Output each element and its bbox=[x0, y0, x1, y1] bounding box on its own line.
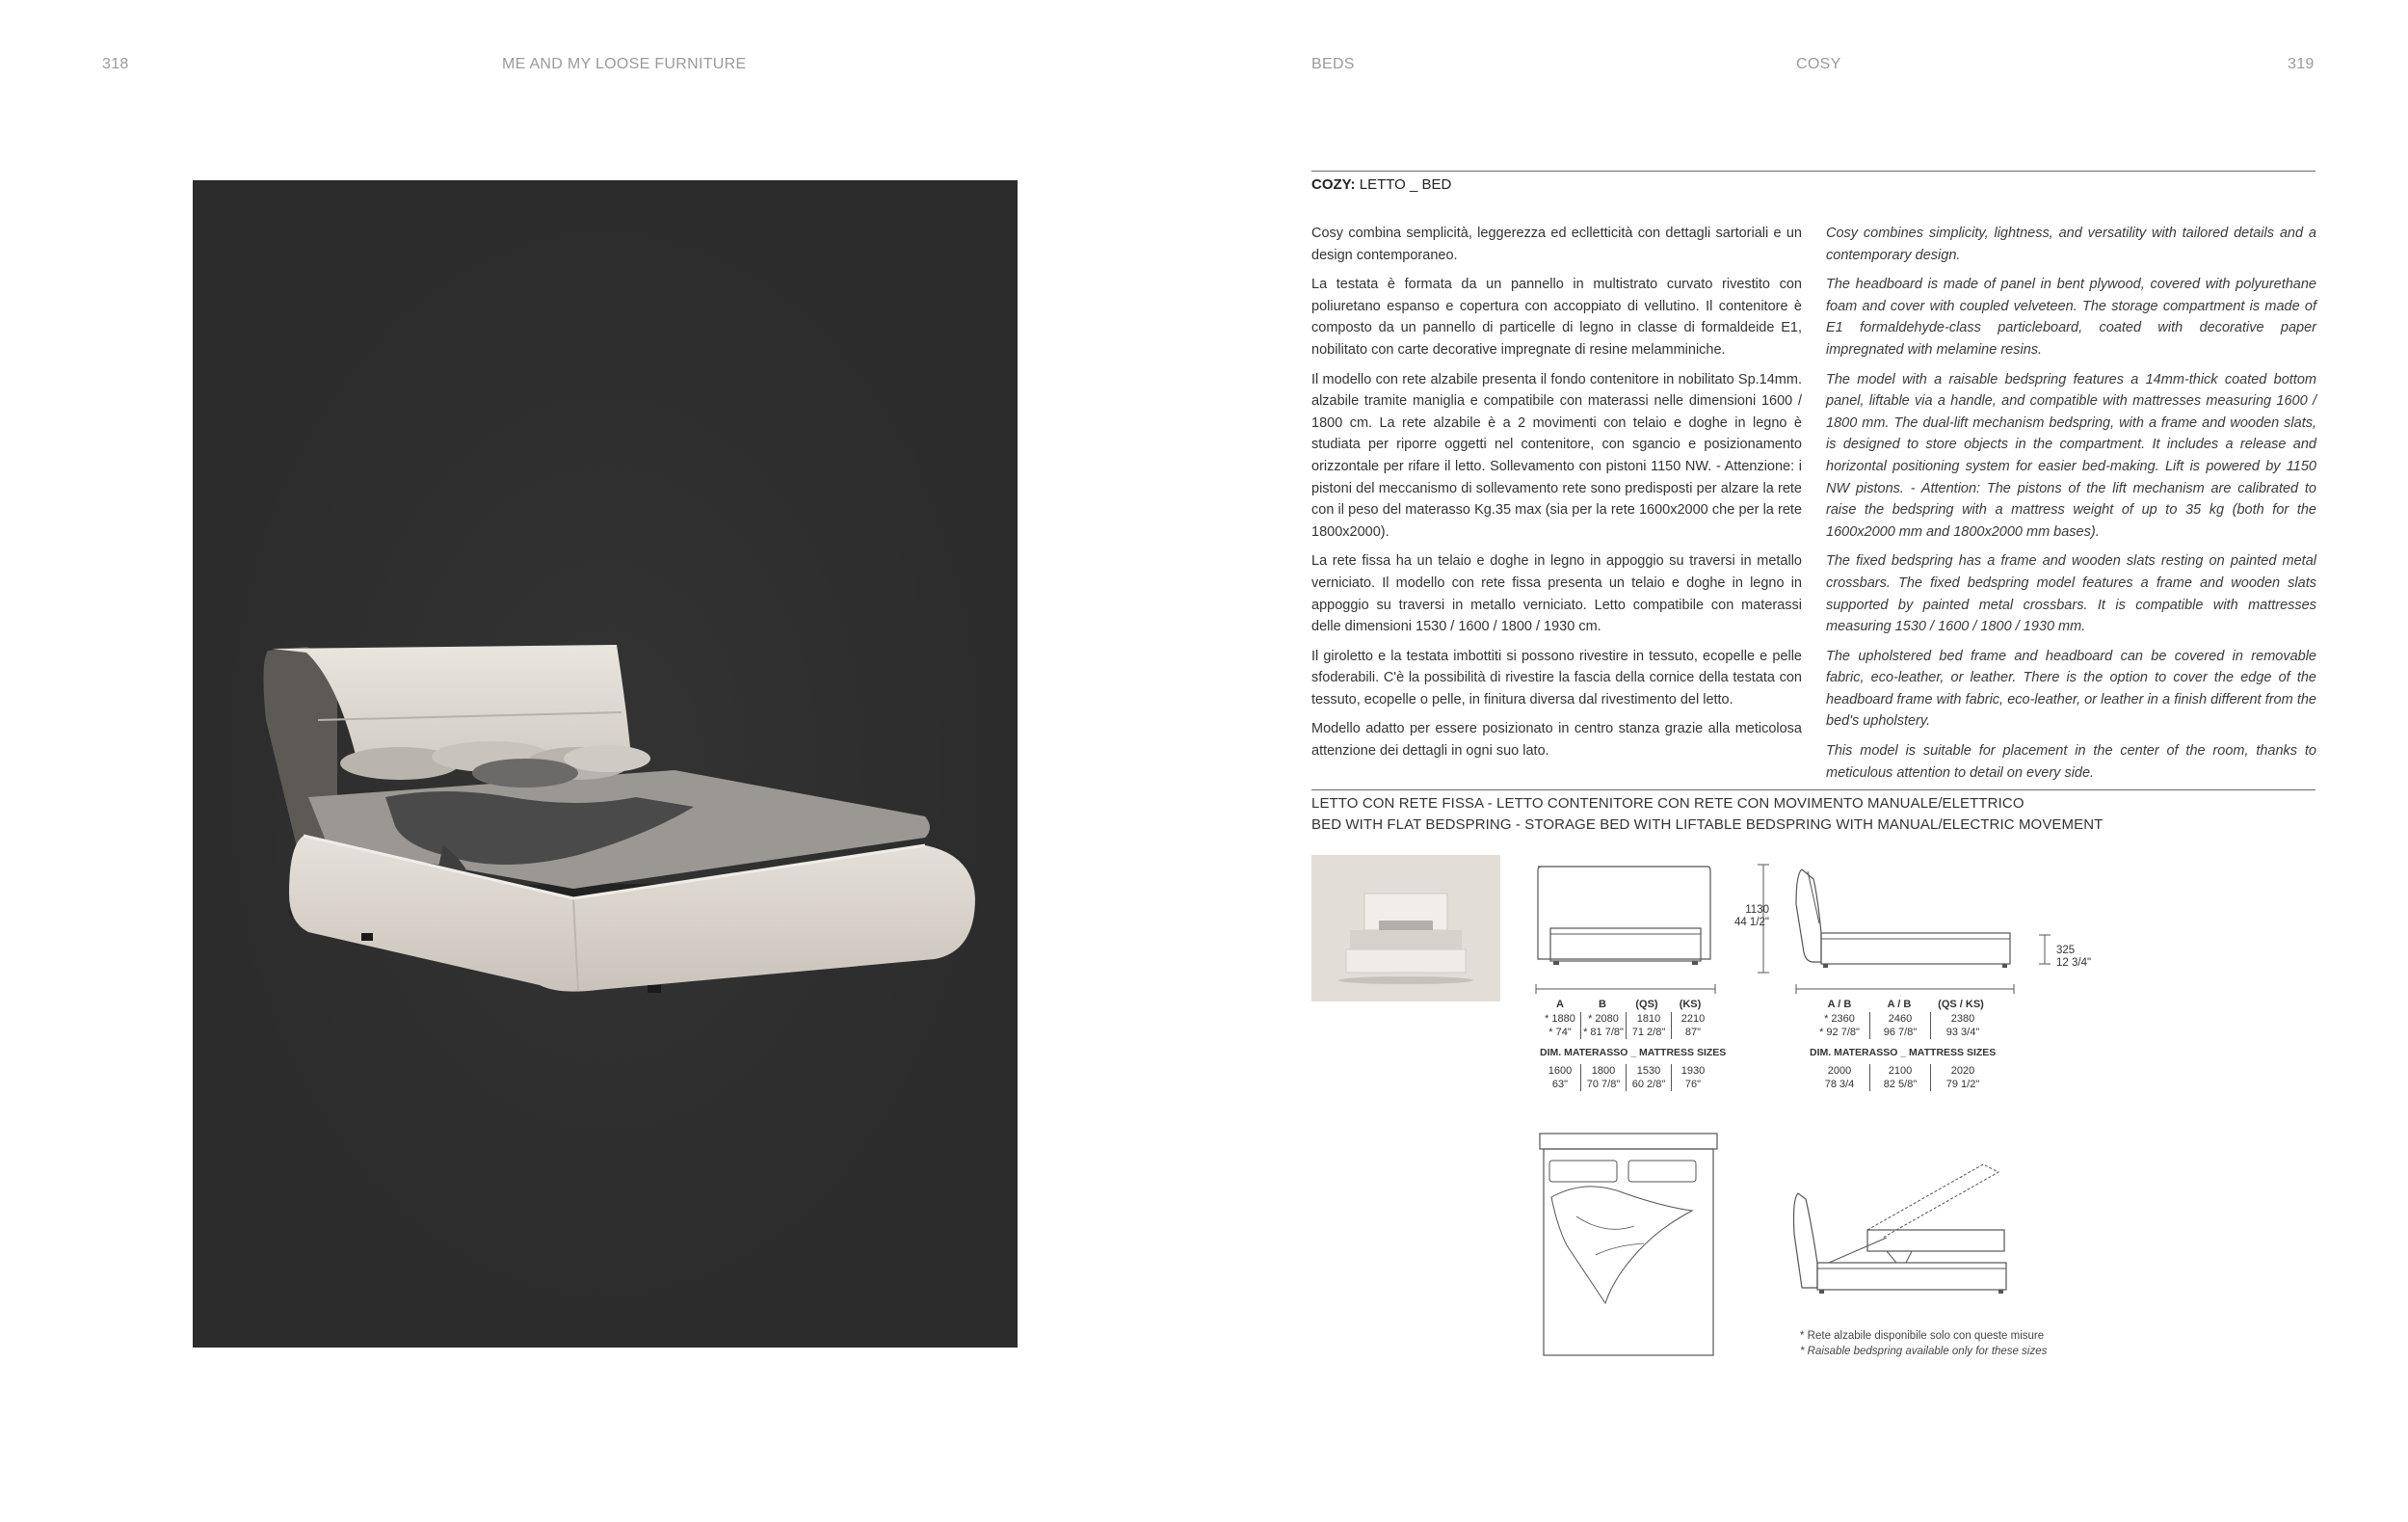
side-mattress-cell: 2100 82 5/8" bbox=[1869, 1064, 1930, 1091]
front-header-qs: (QS) bbox=[1635, 999, 1658, 1010]
english-paragraph: This model is suitable for placement in the center of the room, thanks to meticulous attention to detail on every side. bbox=[1826, 743, 2316, 781]
side-cell: 2460 96 7/8" bbox=[1869, 1012, 1930, 1039]
side-dimension-table bbox=[1810, 997, 1996, 1091]
front-width-dimension bbox=[1532, 983, 1725, 997]
front-header-ks: (KS) bbox=[1679, 999, 1702, 1010]
italian-paragraph: Il modello con rete alzabile presenta il fondo contenitore in nobilitato Sp.14mm. alzabile tramite maniglia e compatibile con materassi nelle dimensioni 1600 / 1800 cm. La rete alzabile è a 2 movimenti con telaio e doghe in legno è studiata per riporre oggetti nel contenitore, con sgancio e posizionamento orizzontale per rifare il letto. Sollevamento con pistoni 1150 NW. - Attenzione: i pistoni del meccanismo di sollevamento rete sono predisposti per alzare la rete con il peso del materasso Kg.35 max (sia per la rete 1600x2000 che per la rete 1800x2000). bbox=[1311, 371, 1802, 540]
footnote-italian: * Rete alzabile disponibile solo con queste misure bbox=[1800, 1330, 2045, 1342]
product-title-rest: LETTO _ BED bbox=[1355, 176, 1452, 193]
product-title-bold: COZY: bbox=[1311, 176, 1356, 193]
english-paragraph: The fixed bedspring has a frame and wooden slats resting on painted metal crossbars. The fixed bedspring model features a frame and wooden slats supported by painted metal crossbars. It is compatible with mattresses measuring 1530 / 1600 / 1800 / 1930 mm. bbox=[1826, 553, 2316, 635]
front-mattress-cell: 1530 60 2/8" bbox=[1626, 1064, 1671, 1091]
english-paragraph: The upholstered bed frame and headboard can be covered in removable fabric, eco-leather, or leather. There is the option to cover the edge of the headboard frame with fabric, eco-leather, or leather in a finish different from the bed's upholstery. bbox=[1826, 648, 2316, 730]
category-header: BEDS bbox=[1311, 56, 1355, 72]
height-label bbox=[1723, 904, 1769, 929]
side-height-label bbox=[2056, 945, 2091, 970]
side-cell: 2380 93 3/4" bbox=[1930, 1012, 1995, 1039]
section-rule bbox=[1311, 789, 2315, 790]
side-height-dimension-line bbox=[2035, 933, 2054, 966]
italian-paragraph: Cosy combina semplicità, leggerezza ed eclletticità con dettagli sartoriali e un design contemporaneo. bbox=[1311, 226, 1802, 263]
height-inch: 44 1/2" bbox=[1733, 917, 1769, 928]
english-paragraph: The model with a raisable bedspring features a 14mm-thick coated bottom panel, liftable via a handle, and compatible with mattresses measuring 1600 / 1800 mm. The dual-lift mechanism bedspring, with a frame and wooden slats, is designed to store objects in the compartment. It includes a release and horizontal positioning system for easier bed-making. Lift is powered by 1150 NW pistons. - Attention: The pistons of the lift mechanism are calibrated to raise the bedspring with a mattress weight of up to 35 kg (both for the 1600x2000 mm and 1800x2000 mm bases). bbox=[1826, 371, 2316, 540]
front-cell: 1810 71 2/8" bbox=[1626, 1012, 1671, 1039]
side-elevation-drawing bbox=[1792, 866, 2033, 981]
front-dimension-table bbox=[1540, 997, 1726, 1091]
product-photo bbox=[193, 180, 1018, 1348]
front-cell: * 2080 * 81 7/8" bbox=[1580, 1012, 1626, 1039]
right-page-number: 319 bbox=[2288, 56, 2315, 72]
side-height-mm: 325 bbox=[2056, 945, 2076, 956]
left-page-number: 318 bbox=[102, 56, 129, 72]
front-mattress-cell: 1930 76" bbox=[1671, 1064, 1714, 1091]
lift-mechanism-drawing bbox=[1790, 1157, 2041, 1301]
italian-description bbox=[1311, 223, 1802, 770]
footnote bbox=[1800, 1328, 2047, 1359]
italian-paragraph: La rete fissa ha un telaio e doghe in legno in appoggio su traversi in metallo verniciato. Il modello con rete fissa presenta un telaio e doghe in legno in appoggio su traversi in metallo verniciato. Letto compatibile con materassi delle dimensioni 1530 / 1600 / 1800 / 1930 cm. bbox=[1311, 553, 1802, 635]
front-mattress-cell: 1800 70 7/8" bbox=[1580, 1064, 1626, 1091]
english-paragraph: The headboard is made of panel in bent plywood, covered with polyurethane foam and cover with coupled velveteen. The storage compartment is made of E1 formaldehyde-class particleboard, coated with decorative paper impregnated with melamine resins. bbox=[1826, 277, 2316, 358]
product-title bbox=[1311, 176, 1451, 193]
section-heading-english: BED WITH FLAT BEDSPRING - STORAGE BED WITH LIFTABLE BEDSPRING WITH MANUAL/ELECTRIC MOVEMENT bbox=[1311, 816, 2104, 833]
bed-thumbnail bbox=[1311, 855, 1500, 1001]
footnote-english: * Raisable bedspring available only for these sizes bbox=[1800, 1346, 2048, 1357]
italian-paragraph: La testata è formata da un pannello in multistrato curvato rivestito con poliuretano espanso e copertura con accoppiato di vellutino. Il contenitore è composto da un pannello di particelle di legno in classe di formaldeide E1, nobilitato con carte decorative impregnate di resine melamminiche. bbox=[1311, 277, 1802, 358]
side-height-inch: 12 3/4" bbox=[2056, 957, 2092, 969]
side-cell: * 2360 * 92 7/8" bbox=[1819, 1013, 1860, 1038]
side-header: A / B bbox=[1887, 999, 1912, 1010]
front-mattress-cell: 1600 63" bbox=[1548, 1065, 1573, 1090]
side-mattress-caption: DIM. MATERASSO _ MATTRESS SIZES bbox=[1810, 1047, 1997, 1058]
front-mattress-caption: DIM. MATERASSO _ MATTRESS SIZES bbox=[1540, 1047, 1727, 1058]
plan-view-drawing bbox=[1538, 1130, 1721, 1361]
italian-paragraph: Il giroletto e la testata imbottiti si possono rivestire in tessuto, ecopelle e pelle sfoderabili. C'è la possibilità di rivestire la fascia della cornice della testata con tessuto, ecopelle o pelle, in finitura diversa dal rivestimento del letto. bbox=[1311, 648, 1802, 708]
front-elevation-drawing bbox=[1532, 863, 1725, 978]
side-mattress-cell: 2020 79 1/2" bbox=[1930, 1064, 1995, 1091]
bed-illustration bbox=[193, 180, 1018, 1348]
product-header: COSY bbox=[1796, 56, 1841, 72]
front-header-a: A bbox=[1556, 999, 1564, 1010]
left-running-title: ME AND MY LOOSE FURNITURE bbox=[502, 56, 747, 72]
front-cell: * 1880 * 74" bbox=[1545, 1013, 1575, 1038]
english-description bbox=[1826, 223, 2316, 791]
section-heading-italian: LETTO CON RETE FISSA - LETTO CONTENITORE CON RETE CON MOVIMENTO MANUALE/ELETTRICO bbox=[1311, 795, 2024, 812]
english-paragraph: Cosy combines simplicity, lightness, and versatility with tailored details and a contemporary design. bbox=[1826, 226, 2316, 263]
side-mattress-cell: 2000 78 3/4 bbox=[1824, 1065, 1855, 1090]
side-header: (QS / KS) bbox=[1938, 999, 1984, 1010]
side-header: A / B bbox=[1827, 999, 1852, 1010]
front-cell: 2210 87" bbox=[1671, 1012, 1714, 1039]
italian-paragraph: Modello adatto per essere posizionato in centro stanza grazie alla meticolosa attenzione dei dettagli in ogni suo lato. bbox=[1311, 721, 1802, 760]
top-rule bbox=[1311, 171, 2315, 172]
side-length-dimension bbox=[1792, 983, 2033, 997]
front-header-b: B bbox=[1599, 999, 1606, 1010]
height-mm: 1130 bbox=[1745, 904, 1769, 916]
